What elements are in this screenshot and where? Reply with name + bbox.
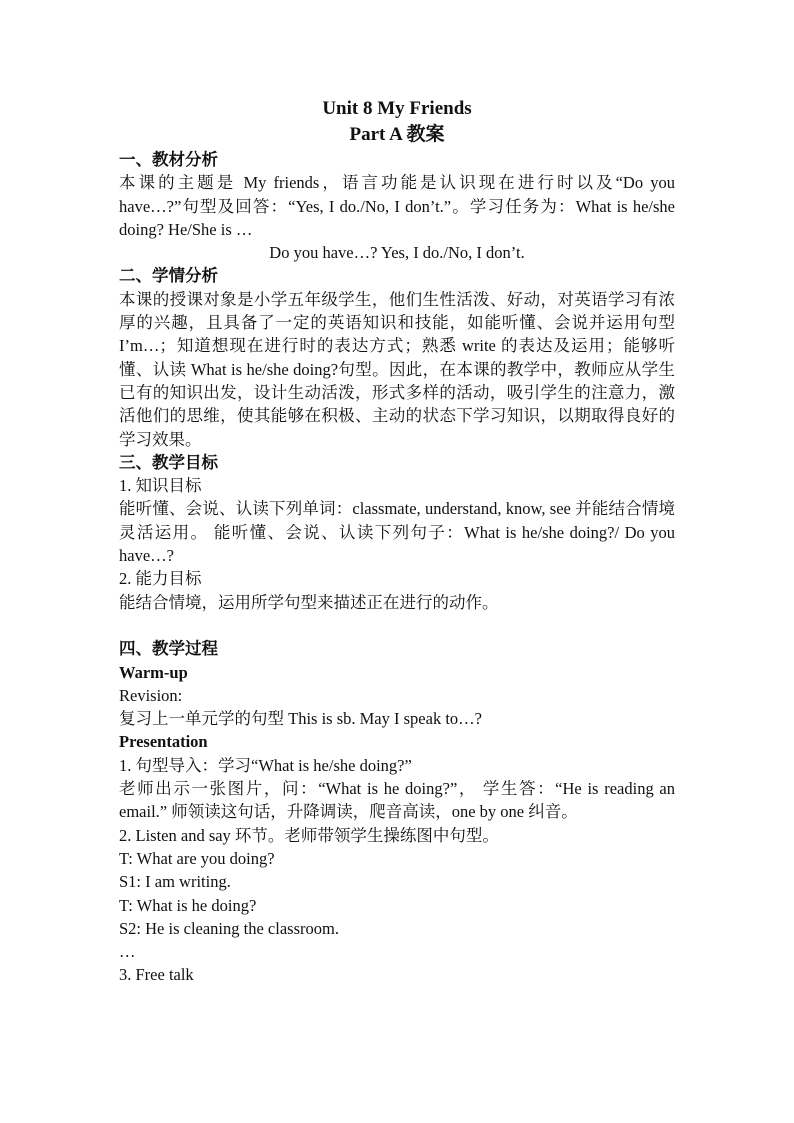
unit-title: Unit 8 My Friends bbox=[322, 98, 472, 119]
objective-knowledge-heading: 1. 知识目标 bbox=[119, 476, 202, 496]
learners-paragraph: 本课的授课对象是小学五年级学生，他们生性活泼、好动，对英语学习有浓厚的兴趣，且具备了一定的英语知识和技能，如能听懂、会说并运用句型 I’m…；知道想现在进行时的表达方式；熟悉 write 的表达及运用；能够听懂、认读 What is he/she doing?句型。因此，在本课的教学中，教师应从学生已有的知识出发，设计生动活泼，形式多样的活动，吸引学生的注意力，激活他们的思维，使其能够在积极、主动的状态下学习知识，以期取得良好的学习效果。 bbox=[119, 289, 675, 449]
dialog-line: S2: He is cleaning the classroom. bbox=[119, 918, 339, 938]
materials-paragraph: 本课的主题是 My friends，语言功能是认识现在进行时以及“Do you have…?”句型及回答：“Yes, I do./No, I don’t.”。学习任务为：What is he/she doing? He/She is … bbox=[119, 173, 675, 239]
spacer bbox=[119, 614, 675, 637]
dialog-line: S1: I am writing. bbox=[119, 872, 231, 892]
dialog-line: T: What are you doing? bbox=[119, 848, 275, 868]
dialog-line: T: What is he doing? bbox=[119, 895, 257, 915]
section-heading-objectives: 三、教学目标 bbox=[119, 452, 218, 472]
materials-sentence-pattern: Do you have…? Yes, I do./No, I don’t. bbox=[269, 243, 525, 263]
presentation-step-3: 3. Free talk bbox=[119, 965, 194, 985]
presentation-heading: Presentation bbox=[119, 732, 208, 752]
revision-label: Revision: bbox=[119, 685, 183, 705]
dialog-ellipsis: … bbox=[119, 942, 136, 962]
section-heading-process: 四、教学过程 bbox=[119, 639, 218, 659]
section-heading-learners: 二、学情分析 bbox=[119, 266, 218, 286]
lesson-plan-page bbox=[119, 96, 675, 987]
presentation-step-1-paragraph: 老师出示一张图片，问：“What is he doing?”， 学生答：“He is reading an email.” 师领读这句话，升降调读，爬音高读，one by one 纠音。 bbox=[119, 779, 675, 822]
objective-ability-heading: 2. 能力目标 bbox=[119, 569, 202, 589]
revision-paragraph: 复习上一单元学的句型 This is sb. May I speak to…? bbox=[119, 709, 482, 729]
objective-knowledge-paragraph: 能听懂、会说、认读下列单词：classmate, understand, know, see 并能结合情境灵活运用。 能听懂、会说、认读下列句子：What is he/she doing?/ Do you have…? bbox=[119, 499, 675, 566]
presentation-step-2: 2. Listen and say 环节。老师带领学生操练图中句型。 bbox=[119, 825, 499, 845]
objective-ability-paragraph: 能结合情境，运用所学句型来描述正在进行的动作。 bbox=[119, 592, 499, 612]
presentation-step-1: 1. 句型导入：学习“What is he/she doing?” bbox=[119, 755, 412, 775]
warmup-heading: Warm-up bbox=[119, 662, 188, 682]
part-title: Part A 教案 bbox=[349, 124, 445, 145]
section-heading-materials: 一、教材分析 bbox=[119, 150, 218, 169]
